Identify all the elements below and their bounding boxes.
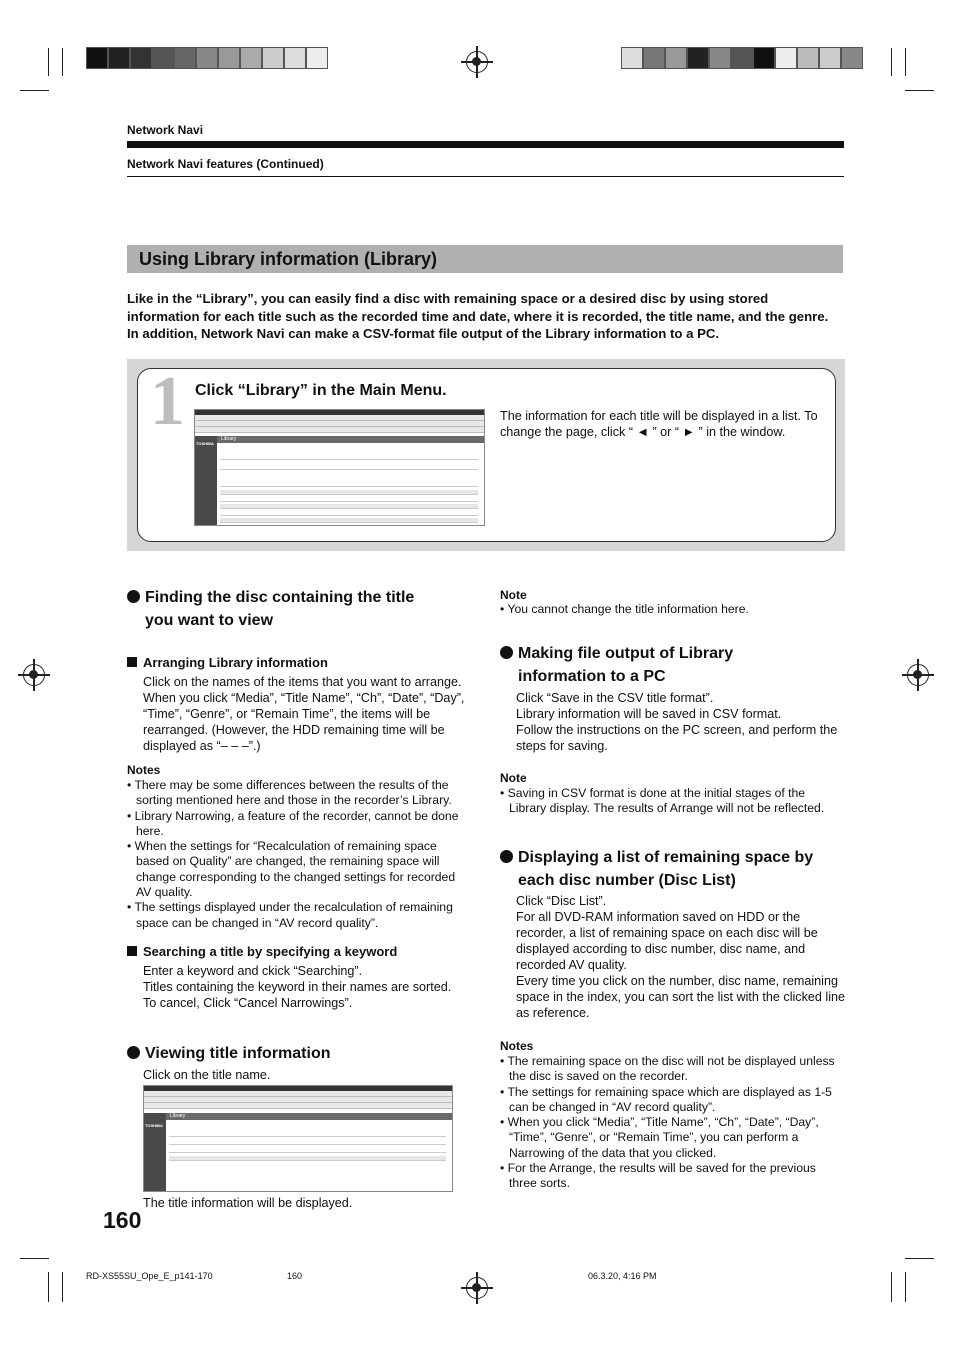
footer-page: 160 xyxy=(287,1271,303,1281)
bullet-icon xyxy=(500,850,513,863)
note-item: • The settings displayed under the recalculation of remaining space can be changed in “AV record quality”. xyxy=(127,900,473,931)
note-item: • When you click “Media”, “Title Name”, “Ch”, “Date”, “Day”, “Time”, “Genre”, or “Remain Time”, you can perform a Narrowing of the data that you clicked. xyxy=(500,1115,845,1161)
note1-list xyxy=(500,602,845,617)
toshiba-logo: TOSHIBA xyxy=(196,441,214,446)
crop-mark xyxy=(62,48,63,76)
disc-list-body: Click “Disc List”. For all DVD-RAM information saved on HDD or the recorder, a list of remaining space on each disc will be displayed according to disc number, disc name, and recorded AV quality. Every time you click on the number, disc name, remaining space in the index, you can sort the list with the clicked line as reference. xyxy=(516,894,846,1020)
note-item: • Saving in CSV format is done at the initial stages of the Library display. The results of Arrange will not be reflected. xyxy=(500,786,845,817)
note-item: • The remaining space on the disc will not be displayed unless the disc is saved on the recorder. xyxy=(500,1054,845,1085)
library-screenshot xyxy=(194,409,485,526)
crop-mark xyxy=(62,1272,63,1302)
bullet-icon xyxy=(500,646,513,659)
file-output-body: Click “Save in the CSV title format”. Library information will be saved in CSV format. Follow the instructions on the PC screen, and perform the steps for saving. xyxy=(516,691,838,753)
viewing-heading: Viewing title information xyxy=(127,1042,331,1065)
toshiba-logo: TOSHIBA xyxy=(145,1123,163,1128)
intro-paragraph: Like in the “Library”, you can easily find a disc with remaining space or a desired disc by using stored information for each title such as the recorded time and date, where it is recorded, the title name, and the genre. In addition, Network Navi can make a CSV-format file output of the Library information to a PC. xyxy=(127,291,829,342)
note-item: • Library Narrowing, a feature of the recorder, cannot be done here. xyxy=(127,809,473,840)
note-item: • The settings for remaining space which are displayed as 1-5 can be changed in “AV record quality”. xyxy=(500,1085,845,1116)
crop-mark xyxy=(20,1258,49,1259)
bullet-icon xyxy=(127,1046,140,1059)
title-info-banner: Library xyxy=(166,1113,452,1120)
crop-mark xyxy=(20,90,49,91)
notes-heading: Notes xyxy=(127,763,161,777)
note1-heading: Note xyxy=(500,588,527,602)
note-item: • For the Arrange, the results will be saved for the previous three sorts. xyxy=(500,1161,845,1192)
note-item: • There may be some differences between the results of the sorting mentioned here and those in the recorder’s Library. xyxy=(127,778,473,809)
crop-mark xyxy=(905,1258,934,1259)
viewing-caption: The title information will be displayed. xyxy=(143,1196,353,1210)
header-rule xyxy=(127,141,844,148)
finding-notes xyxy=(127,778,473,931)
registration-mark-right xyxy=(907,664,929,686)
subheader-rule xyxy=(127,176,844,177)
searching-body: Enter a keyword and ckick “Searching”. Titles containing the keyword in their names are sorted. To cancel, Click “Cancel Narrowings”. xyxy=(143,964,452,1010)
disc-list-notes-heading: Notes xyxy=(500,1039,534,1053)
note-item: • When the settings for “Recalculation of remaining space based on Quality” are changed, the remaining space will change corresponding to the changed settings for recorded AV quality. xyxy=(127,839,473,900)
title-info-screenshot xyxy=(143,1085,453,1192)
crop-mark xyxy=(48,48,49,76)
step-description: The information for each title will be displayed in a list. To change the page, click “ ◄ ” or “ ► ” in the window. xyxy=(500,409,818,439)
square-bullet-icon xyxy=(127,946,137,956)
crop-mark xyxy=(48,1272,49,1302)
section-header: Network Navi xyxy=(127,123,204,137)
registration-mark-top xyxy=(466,51,488,73)
section-title-bar xyxy=(127,245,843,273)
bullet-icon xyxy=(127,590,140,603)
page-number: 160 xyxy=(103,1207,142,1233)
viewing-instruction: Click on the title name. xyxy=(143,1068,271,1082)
registration-mark-bottom xyxy=(466,1277,488,1299)
note2-list xyxy=(500,786,845,817)
disc-list-notes xyxy=(500,1054,845,1192)
crop-mark xyxy=(905,48,906,76)
crop-mark xyxy=(905,90,934,91)
color-bar-right xyxy=(621,47,863,69)
footer-file: RD-XS55SU_Ope_E_p141-170 xyxy=(86,1271,213,1281)
note2-heading: Note xyxy=(500,771,527,785)
crop-mark xyxy=(891,48,892,76)
arranging-body: Click on the names of the items that you want to arrange. When you click “Media”, “Title Name”, “Ch”, “Date”, “Day”, “Time”, “Genre”, or “Remain Time”, the items will be rearranged. (However, the HDD remaining time will be displayed as “– – –”.) xyxy=(143,675,465,753)
library-banner: Library xyxy=(217,436,484,443)
color-bar-left xyxy=(86,47,328,69)
footer-timestamp: 06.3.20, 4:16 PM xyxy=(588,1271,657,1281)
page-title: Using Library information (Library) xyxy=(139,249,438,269)
registration-mark-left xyxy=(23,664,45,686)
finding-heading: Finding the disc containing the title you want to view xyxy=(127,586,467,632)
disc-list-heading: Displaying a list of remaining space by each disc number (Disc List) xyxy=(500,846,850,892)
file-output-heading: Making file output of Library information to a PC xyxy=(500,642,845,688)
subsection-header: Network Navi features (Continued) xyxy=(127,157,324,171)
crop-mark xyxy=(891,1272,892,1302)
step-number: 1 xyxy=(150,363,185,440)
step-title: Click “Library” in the Main Menu. xyxy=(195,382,447,399)
square-bullet-icon xyxy=(127,657,137,667)
note-item: • You cannot change the title information here. xyxy=(500,602,845,617)
crop-mark xyxy=(905,1272,906,1302)
arranging-heading: Arranging Library information xyxy=(127,655,328,670)
searching-heading: Searching a title by specifying a keyword xyxy=(127,944,397,959)
